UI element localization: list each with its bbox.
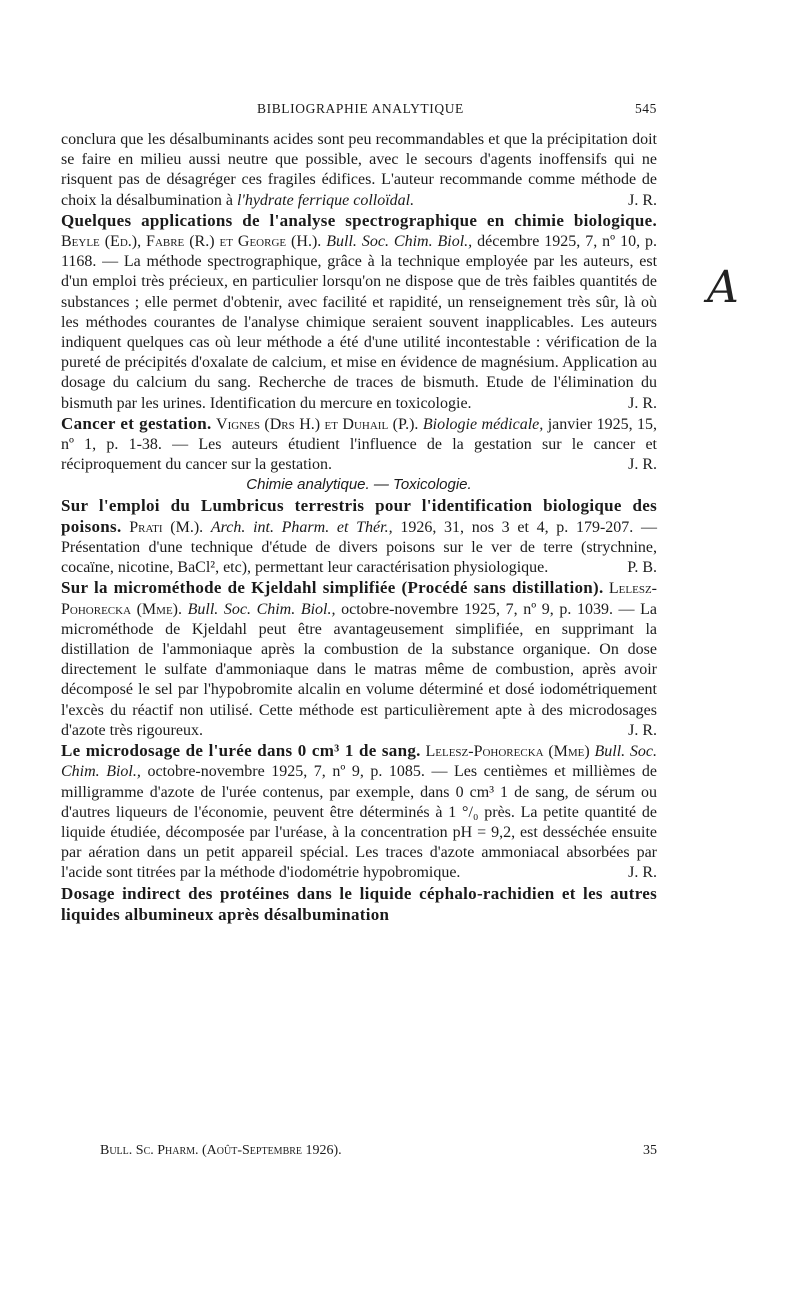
entry-authors: Lelesz-Pohorecka (Mme). — [61, 580, 658, 618]
entry-journal: Bull. Soc. Chim. Biol., — [187, 600, 336, 618]
footer-journal: Bull. Sc. Pharm. (Août-Septembre 1926). — [100, 1143, 342, 1158]
page-number: 545 — [634, 101, 657, 116]
entry-citation: 1926, 31, nos 3 et 4, p. 179-207. — — [400, 518, 658, 536]
entry-journal: Biologie médicale, — [422, 415, 544, 433]
entry-kjeldahl — [61, 578, 657, 741]
entry-cancer — [61, 414, 657, 476]
entry-journal: Bull. Soc. Chim. Biol., — [326, 233, 473, 251]
entry-continuation — [61, 130, 657, 211]
entry-text: La microméthode de Kjeldahl peut être avantageusement simplifiée, en supprimant la distillation de l'ammoniaque après la combustion de la substance organique. On dose directement le sulfate d'ammoniaque dans le matras même de combustion, après avoir décomposé le sel par l'hypobromite alcalin en volume déterminé et dosé iodométriquement l'excès du réactif non utilisé. Cette méthode est particulièrement apte à des microdosages d'azote très rigoureux. — [61, 600, 658, 739]
entry-authors: Beyle (Ed.), Fabre (R.) et George (H.). — [61, 233, 322, 251]
entry-proteines — [61, 884, 657, 926]
entry-text: Les centièmes et millièmes de milligramme d'azote de l'urée contenus, par exemple, dans 0 cm³ 1 de sang, de sérum ou d'autres liqueurs de l'économie, peuvent être déterminés à 1 °/₀ près. La petite quantité de liquide étudiée, décomposée par l'uréase, à la concentration pH = 9,2, est desséchée ensuite par aération dans un petit appareil spécial. Les traces d'azote ammoniacal absorbées par l'acide sont titrées par la méthode d'iodométrie hypobromique. — [61, 763, 658, 882]
entry-signature: J. R. — [628, 456, 657, 474]
entry-spectrographie — [61, 211, 657, 414]
entry-title: Le microdosage de l'urée dans 0 cm³ 1 de sang. — [61, 741, 421, 761]
entry-authors: Vignes (Drs H.) et Duhail (P.). — [216, 415, 419, 433]
entry-lumbricus — [61, 496, 657, 579]
page-body — [61, 130, 657, 926]
entry-title: Sur l'emploi du Lumbricus terrestris pour l'identification biologique des poisons. — [61, 495, 657, 536]
entry-authors: Prati (M.). — [129, 518, 204, 536]
entry-citation: octobre-novembre 1925, 7, nº 9, p. 1085. — — [147, 763, 448, 781]
entry-authors: Lelesz-Pohorecka (Mme) — [425, 743, 590, 761]
section-heading: Chimie analytique. — Toxicologie. — [246, 476, 472, 494]
entry-signature: J. R. — [628, 864, 657, 882]
footer-sheet-number: 35 — [643, 1143, 657, 1158]
entry-citation: décembre 1925, 7, nº 10, p. 1168. — — [61, 233, 658, 271]
entry-journal: Arch. int. Pharm. et Thér., — [210, 518, 393, 536]
entry-text: conclura que les désalbuminants acides sont peu recommandables et que la précipitation doit se faire en milieu aussi neutre que possible, avec le secours d'agents inoffensifs qui ne risquent pas de désagréger ces fragiles édifices. L'auteur recommande comme méthode de choix la désalbumination à — [61, 131, 657, 209]
entry-text: Présentation d'une technique d'étude de divers poisons sur le ver de terre (strychnine, cocaïne, nicotine, BaCl², etc), permettant leur caractérisation physiologique. — [61, 539, 657, 577]
entry-title: Dosage indirect des protéines dans le liquide céphalo-rachidien et les autres liquides albumineux après désalbumination — [61, 883, 657, 924]
entry-title: Cancer et gestation. — [61, 413, 212, 433]
entry-text: La méthode spectrographique, grâce à la technique employée par les auteurs, est d'un emploi très précieux, en particulier lorsqu'on ne dispose que de très faibles quantités de substances ; elle permet d'obtenir, avec facilité et rapidité, un renseignement très sûr, là où les méthodes courantes de l'analyse chimique seraient souvent inapplicables. Les auteurs indiquent quelques cas où leur méthode a été d'une utilité incontestable : vérification de la pureté de précipités d'oxalate de calcium, et mise en évidence de magnésium. Application au dosage du calcium du sang. Recherche de traces de bismuth. Etude de l'élimination du bismuth par les urines. Identification du mercure en toxicologie. — [61, 253, 658, 412]
running-head-title: BIBLIOGRAPHIE ANALYTIQUE — [257, 101, 464, 116]
entry-journal: Bull. Soc. Chim. Biol., — [61, 743, 658, 781]
entry-uree — [61, 741, 657, 883]
entry-title: Sur la microméthode de Kjeldahl simplifiée (Procédé sans distillation). — [61, 578, 604, 598]
entry-signature: J. R. — [628, 394, 657, 412]
entry-text-italic: l'hydrate ferrique colloïdal. — [236, 191, 415, 209]
margin-annotation: A — [707, 262, 739, 313]
entry-citation: janvier 1925, 15, nº 1, p. 1-38. — — [61, 415, 658, 454]
entry-signature: J. R. — [628, 191, 657, 209]
entry-title: Quelques applications de l'analyse spectrographique en chimie biologique. — [61, 210, 657, 230]
entry-citation: octobre-novembre 1925, 7, nº 9, p. 1039. — — [341, 600, 635, 618]
entry-signature: J. R. — [628, 721, 657, 739]
entry-signature: P. B. — [627, 559, 657, 577]
entry-text: Les auteurs étudient l'influence de la gestation sur le cancer et réciproquement du cancer sur la gestation. — [61, 436, 658, 474]
